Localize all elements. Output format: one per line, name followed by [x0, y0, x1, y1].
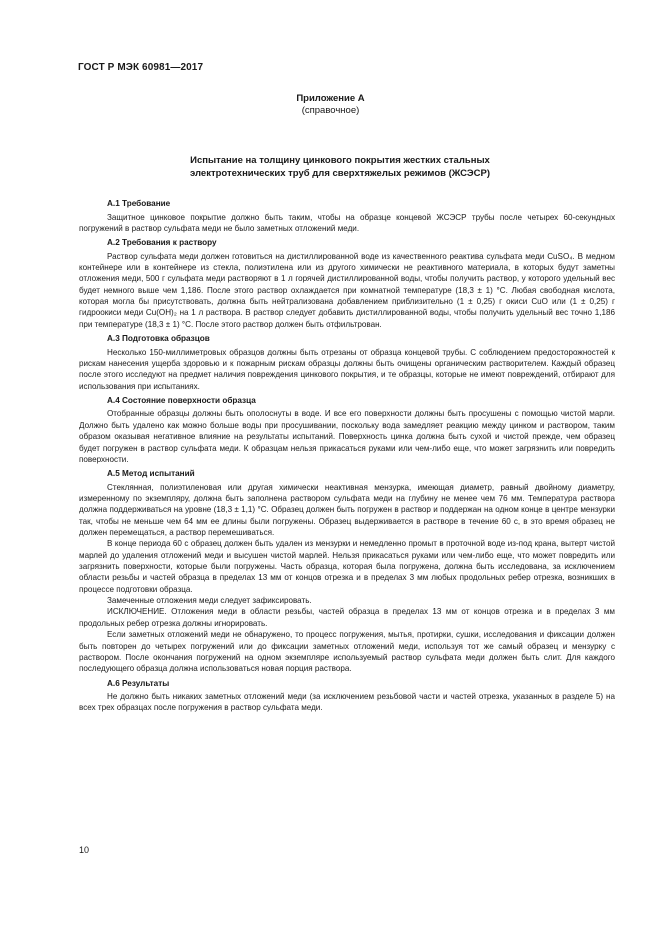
appendix-title: Приложение А: [296, 93, 365, 104]
paragraph: ИСКЛЮЧЕНИЕ. Отложения меди в области резьбы, частей образца в пределах 13 мм от концов отрезка и в пределах 3 мм продольных ребер отрезка должны игнорировать.: [79, 607, 615, 628]
section: [79, 198, 615, 234]
section-heading: А.2 Требования к раствору: [107, 238, 217, 248]
paragraph: Не должно быть никаких заметных отложений меди (за исключением резьбовой части и частей отрезка, указанных в разделе 5) на всех трех образцах после погружения в раствор сульфата меди.: [79, 692, 615, 713]
page-number: 10: [79, 845, 90, 855]
title-line-2: электротехнических труб для сверхтяжелых режимов (ЖСЭСР): [190, 168, 490, 179]
section-heading: А.5 Метод испытаний: [107, 469, 195, 479]
section-heading: А.3 Подготовка образцов: [107, 334, 210, 344]
paragraph: Раствор сульфата меди должен готовиться на дистиллированной воде из качественного реактива сульфата меди CuSO₄. В медном контейнере или в контейнере из стекла, полиэтилена или из другого химически не реактивного материала, в которых будут заметны отложения меди, 500 г сульфата меди растворяют в 1 л горячей дистиллированной воды, чтобы получить раствор, у которого удельный вес будет немного выше чем 1,186. После этого раствор охлаждается при комнатной температуре (18,3 ± 1) °С. Любая свободная кислота, которая могла бы присутствовать, должна быть нейтрализована добавлением приблизительно (1 ± 0,25) г окиси CuO или (1 ± 0,25) г гидроокиси меди Cu(OH)₂ на 1 л раствора. В раствор следует добавить дистиллированной воды, чтобы получить удельный вес точно 1,186 при температуре (18,3 ± 1) °С. После этого раствор должен быть отфильтрован.: [79, 251, 615, 329]
section: [79, 468, 615, 674]
appendix-label: [0, 93, 661, 117]
section-heading: А.4 Состояние поверхности образца: [107, 395, 256, 405]
section: [79, 678, 615, 714]
title-line-1: Испытание на толщину цинкового покрытия жестких стальных: [190, 155, 490, 166]
section: [79, 333, 615, 392]
paragraph: Несколько 150-миллиметровых образцов должны быть отрезаны от образца концевой трубы. С соблюдением предосторожностей к рискам нанесения ущерба здоровью и к пожарным рискам образцы должны быть очищены органическим растворителем. Каждый образец после этого исследуют на предмет наличия повреждения цинкового покрытия, и те образцы, которые не имеют повреждений, отбирают для использования при испытаниях.: [79, 347, 615, 391]
document-header: ГОСТ Р МЭК 60981—2017: [78, 62, 204, 73]
section-heading: А.6 Результаты: [107, 678, 170, 688]
paragraph: Стеклянная, полиэтиленовая или другая химически неактивная мензурка, имеющая диаметр, равный двойному диаметру, измеренному по экземпляру, должна быть заполнена раствором сульфата меди на глубину не менее чем 76 мм. Температура раствора должна поддерживаться на уровне (18,3 ± 1,1) °С. Образец должен быть погружен в раствор и поддержан на одном конце в центре мензурки так, чтобы не меньше чем 64 мм ее длины были погружены. Образец выдерживается в растворе в течение 60 с, в это время образец не должен перемещаться, а раствор перемешиваться.: [79, 482, 615, 538]
document-title: [130, 154, 550, 180]
paragraph: Если заметных отложений меди не обнаружено, то процесс погружения, мытья, протирки, сушки, исследования и фиксации должен быть повторен до четырех погружений или до фиксации заметных отложений меди, используя тот же самый образец и мензурку с раствором. После окончания погружений на одном экземпляре используемый раствор сульфата меди должен быть слит. Для каждого последующего образца должна использоваться новая порция раствора.: [79, 630, 615, 674]
paragraph: Замеченные отложения меди следует зафиксировать.: [107, 596, 312, 606]
appendix-type: (справочное): [301, 105, 360, 116]
section: [79, 237, 615, 330]
document-body: [79, 198, 615, 717]
section-heading: А.1 Требование: [107, 199, 171, 208]
section: [79, 395, 615, 465]
paragraph: Отобранные образцы должны быть ополоснуты в воде. И все его поверхности должны быть просушены с помощью чистой марли. Должно быть удалено как можно больше воды при просушивании, поскольку вода замедляет реакцию между цинком и раствором, таким образом оказывая негативное влияние на результаты испытаний. Поверхность цинка должна быть сухой и чистой прежде, чем образец будет погружен в раствор сульфата меди. К образцам нельзя прикасаться руками или чем-либо еще, что может загрязнить или повредить поверхности.: [79, 409, 615, 464]
paragraph: В конце периода 60 с образец должен быть удален из мензурки и немедленно промыт в проточной воде из-под крана, вытерт чистой марлей до удаления отложений меди и высушен чистой марлей. Нельзя прикасаться руками или чем-либо еще, что может повредить или загрязнить поверхности, которые были погружены. Часть образца, которая была погружена, должна быть исследована, за исключением области резьбы и частей образца в пределах 13 мм от концов отрезка и в пределах 3 мм любых продольных ребер отрезка, возникших в процессе подготовки образца.: [79, 539, 615, 594]
paragraph: Защитное цинковое покрытие должно быть таким, чтобы на образце концевой ЖСЭСР трубы после четырех 60-секундных погружений в раствор сульфата меди не было заметных отложений меди.: [79, 212, 615, 233]
